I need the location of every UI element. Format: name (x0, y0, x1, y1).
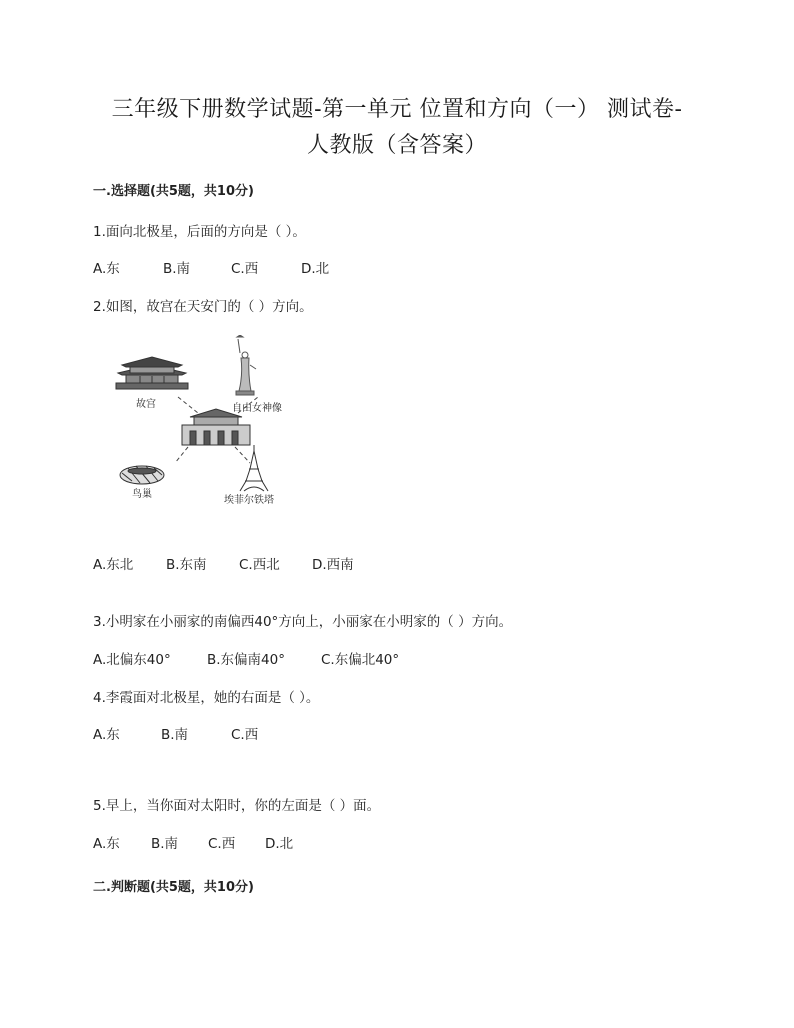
q2-option-b: B.东南 (166, 557, 207, 573)
question-5: 5.早上，当你面对太阳时，你的左面是（ ）面。 (93, 798, 381, 814)
label-forbidden-city: 故宫 (136, 399, 156, 410)
section-heading-judgment: 二.判断题(共5题，共10分) (93, 880, 254, 895)
statue-of-liberty-icon (236, 335, 256, 395)
q4-option-b: B.南 (161, 727, 189, 743)
section-heading-choice: 一.选择题(共5题，共10分) (93, 184, 254, 199)
title-line-1: 三年级下册数学试题-第一单元 位置和方向（一） 测试卷- (111, 97, 683, 122)
question-2-options (93, 553, 354, 573)
question-5-options (93, 832, 293, 852)
q1-option-a: A.东 (93, 261, 120, 277)
question-4: 4.李霞面对北极星，她的右面是（ ）。 (93, 690, 320, 706)
forbidden-city-icon (116, 357, 188, 389)
question-4-options (93, 723, 258, 743)
q2-option-c: C.西北 (239, 557, 280, 573)
question-3-options (93, 648, 399, 668)
label-birds-nest: 鸟巢 (132, 489, 152, 500)
q3-option-b: B.东偏南40° (207, 652, 285, 668)
q3-option-c: C.东偏北40° (321, 652, 400, 668)
birds-nest-icon (120, 466, 164, 484)
question-1: 1.面向北极星，后面的方向是（ ）。 (93, 224, 306, 240)
q4-option-a: A.东 (93, 727, 120, 743)
tiananmen-icon (182, 409, 250, 445)
title-line-2: 人教版（含答案） (306, 133, 487, 158)
landmarks-figure (110, 335, 310, 510)
q5-option-b: B.南 (151, 836, 179, 852)
q5-option-d: D.北 (265, 836, 294, 852)
label-statue-of-liberty: 自由女神像 (232, 403, 282, 414)
question-3: 3.小明家在小丽家的南偏西40°方向上，小丽家在小明家的（ ）方向。 (93, 614, 513, 630)
label-eiffel-tower: 埃菲尔铁塔 (224, 495, 274, 506)
q2-option-d: D.西南 (312, 557, 354, 573)
q1-option-d: D.北 (301, 261, 330, 277)
q2-option-a: A.东北 (93, 557, 134, 573)
eiffel-tower-icon (240, 445, 268, 491)
question-2: 2.如图，故宫在天安门的（ ）方向。 (93, 299, 313, 315)
q1-option-c: C.西 (231, 261, 259, 277)
page-title (60, 92, 734, 164)
q1-option-b: B.南 (163, 261, 191, 277)
q5-option-a: A.东 (93, 836, 120, 852)
question-1-options (93, 257, 329, 277)
q4-option-c: C.西 (231, 727, 259, 743)
q5-option-c: C.西 (208, 836, 236, 852)
q3-option-a: A.北偏东40° (93, 652, 171, 668)
